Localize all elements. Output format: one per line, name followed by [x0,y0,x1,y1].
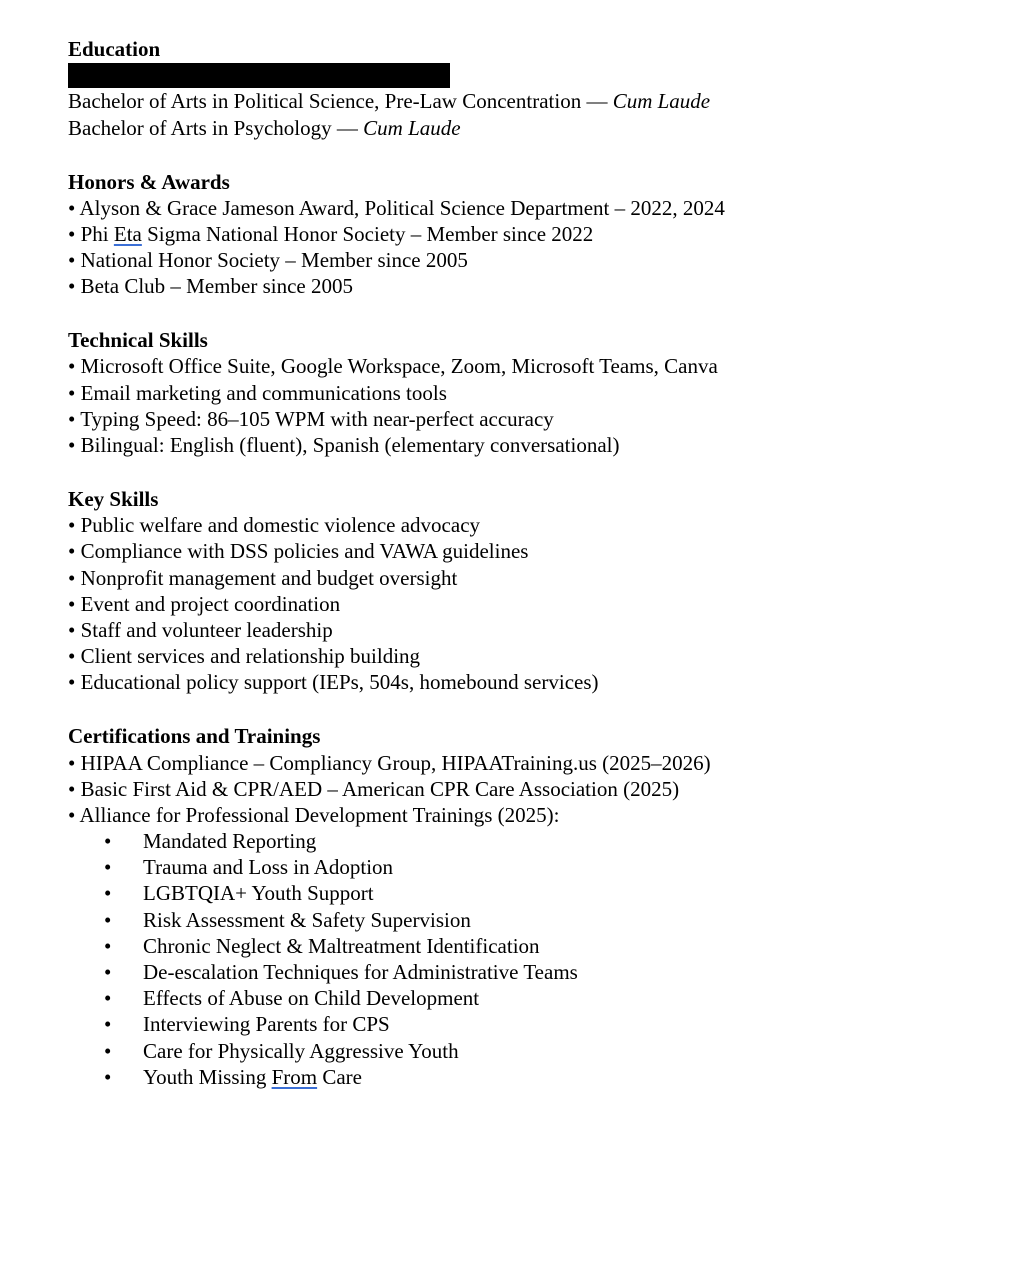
training-text-part: Youth Missing [143,1064,272,1089]
training-item [68,1064,968,1090]
redacted-institution [68,62,968,88]
section-gap [68,458,968,486]
list-item-text: • Phi [68,221,114,246]
list-item [68,221,968,247]
training-item [68,907,968,933]
training-text: Effects of Abuse on Child Development [143,986,480,1011]
training-item [68,880,968,906]
education-heading: Education [68,37,161,61]
list-item: • Typing Speed: 86–105 WPM with near-perfect accuracy [68,406,554,431]
list-item: • Nonprofit management and budget oversight [68,565,458,590]
degree-title: Bachelor of Arts in Political Science, Pre-Law Concentration — [68,89,613,114]
list-item: • Basic First Aid & CPR/AED – American CPR Care Association (2025) [68,776,680,801]
training-text: Trauma and Loss in Adoption [143,855,394,880]
section-gap [68,696,968,724]
training-item [68,933,968,959]
bullet: • [104,1012,112,1037]
section-gap [68,299,968,327]
bullet: • [104,933,112,958]
degree-title: Bachelor of Arts in Psychology — [68,115,364,140]
list-item: • Staff and volunteer leadership [68,617,333,642]
list-item: • HIPAA Compliance – Compliancy Group, HIPAATraining.us (2025–2026) [68,750,711,775]
training-item [68,959,968,985]
list-item: • Microsoft Office Suite, Google Workspace, Zoom, Microsoft Teams, Canva [68,354,718,379]
list-item-text: Sigma National Honor Society – Member since 2022 [141,221,594,246]
list-item: • Alliance for Professional Development Trainings (2025): [68,802,560,827]
bullet: • [104,960,112,984]
training-text: Mandated Reporting [143,829,317,854]
resume-document [68,36,968,1090]
training-text: Risk Assessment & Safety Supervision [143,907,471,932]
bullet: • [104,986,112,1011]
certifications-heading: Certifications and Trainings [68,724,321,749]
list-item: • Educational policy support (IEPs, 504s, homebound services) [68,670,599,695]
training-item [68,985,968,1011]
list-item: • Bilingual: English (fluent), Spanish (elementary conversational) [68,433,620,458]
training-text: LGBTQIA+ Youth Support [143,881,374,906]
list-item: • Beta Club – Member since 2005 [68,274,353,299]
list-item: • Event and project coordination [68,591,341,616]
list-item: • Compliance with DSS policies and VAWA guidelines [68,539,529,564]
training-text [143,1064,362,1090]
list-item: • National Honor Society – Member since 2005 [68,248,468,273]
training-text-part: Care [317,1064,363,1089]
degree-psychology [68,115,968,141]
bullet: • [104,855,112,880]
spellcheck-word[interactable]: From [271,1064,318,1089]
degree-honor: Cum Laude [363,115,461,140]
bullet: • [104,881,112,906]
degree-political-science [68,88,968,114]
honors-heading: Honors & Awards [68,169,230,194]
key-skills-heading: Key Skills [68,487,159,512]
list-item: • Alyson & Grace Jameson Award, Political Science Department – 2022, 2024 [68,195,725,220]
list-item: • Public welfare and domestic violence advocacy [68,513,481,538]
technical-skills-heading: Technical Skills [68,328,208,353]
training-text: De-escalation Techniques for Administrative Teams [143,960,578,984]
training-text: Care for Physically Aggressive Youth [143,1038,459,1063]
bullet: • [104,907,112,932]
bullet: • [104,1064,112,1089]
degree-honor: Cum Laude [612,89,711,114]
redaction-bar [68,63,450,88]
section-gap [68,141,968,169]
training-text: Chronic Neglect & Maltreatment Identification [143,933,540,958]
spellcheck-word[interactable]: Eta [113,221,142,246]
list-item: • Client services and relationship building [68,644,421,669]
training-item [68,828,968,854]
list-item: • Email marketing and communications tools [68,380,447,405]
training-item [68,1038,968,1064]
bullet: • [104,829,112,854]
bullet: • [104,1038,112,1063]
training-item [68,854,968,880]
training-item [68,1011,968,1037]
training-text: Interviewing Parents for CPS [143,1012,390,1037]
